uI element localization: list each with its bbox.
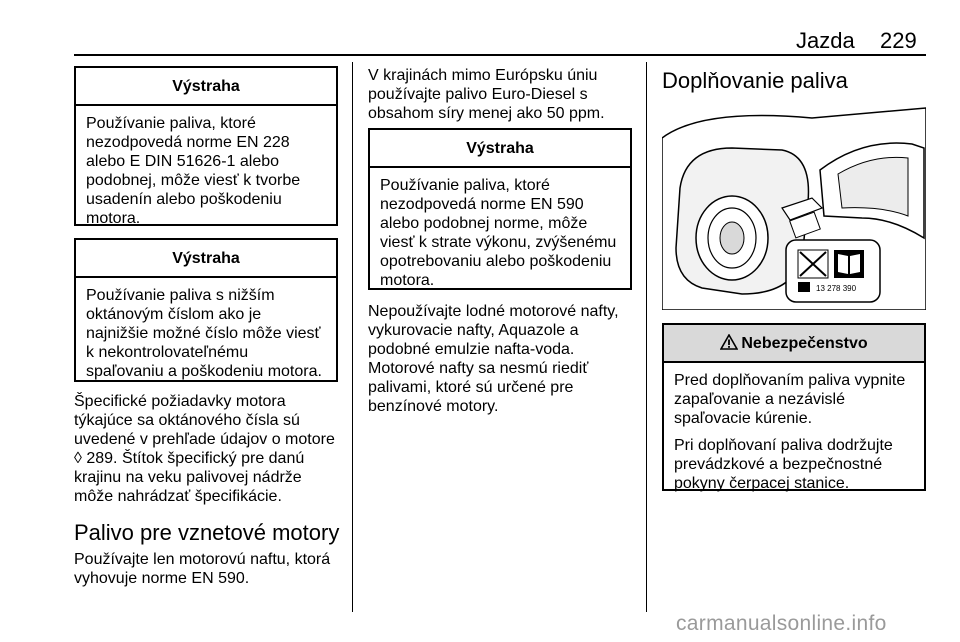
warning-box-title: Výstraha — [76, 68, 336, 106]
octane-requirements-paragraph: Špecifické požiadavky motora týkajúce sa oktánového čísla sú uvedené v prehľade údajov o motore ◊ 289. Štítok špecifický pre danú krajinu na veku palivovej nádrže môže nahrádzať špecifikácie. — [74, 393, 335, 505]
image-code: 13 278 390 — [816, 284, 857, 293]
fuel-filler-flap-illustration — [662, 98, 926, 310]
danger-box-text-2: Pri doplňovaní paliva dodržujte prevádzkové a bezpečnostné pokyny čerpacej stanice. — [674, 437, 893, 492]
column-divider-left — [352, 62, 353, 612]
warning-box-title: Výstraha — [76, 240, 336, 278]
no-ethanol-icon — [798, 250, 828, 278]
danger-box-refuelling — [662, 323, 926, 491]
label-small-icon — [798, 282, 810, 292]
manual-book-icon — [834, 250, 864, 278]
page-number: 229 — [880, 28, 917, 53]
warning-box-text: Používanie paliva, ktoré nezodpovedá norme EN 228 alebo E DIN 51626-1 alebo podobnej, môže viesť k tvorbe usadenín alebo poškodeniu motora. — [86, 115, 301, 227]
diesel-restrictions-paragraph: Nepoužívajte lodné motorové nafty, vykurovacie nafty, Aquazole a podobné emulzie nafta-voda. Motorové nafty sa nesmú riediť palivami, ktoré sú určené pre benzínové motory. — [368, 303, 619, 415]
warning-box-diesel-standard — [368, 128, 632, 290]
danger-box-text-1: Pred doplňovaním paliva vypnite zapaľovanie a nezávislé spaľovacie kúrenie. — [674, 372, 906, 427]
section-heading-diesel: Palivo pre vznetové motory — [74, 520, 340, 545]
danger-box-title: Nebezpečenstvo — [741, 335, 868, 352]
column-divider-right — [646, 62, 647, 612]
danger-box-header — [664, 325, 924, 363]
section-heading-refuelling: Doplňovanie paliva — [662, 68, 848, 93]
running-header-title: Jazda — [796, 28, 855, 53]
warning-box-text: Používanie paliva, ktoré nezodpovedá norme EN 590 alebo podobnej norme, môže viesť k strate výkonu, zvýšenému opotrebovaniu alebo poškodeniu motora. — [380, 177, 617, 289]
euro-diesel-paragraph: V krajinách mimo Európsku úniu používajte palivo Euro-Diesel s obsahom síry menej ako 50 ppm. — [368, 67, 605, 122]
watermark: carmanualsonline.info — [676, 612, 887, 635]
diesel-paragraph: Používajte len motorovú naftu, ktorá vyhovuje norme EN 590. — [74, 551, 331, 587]
warning-box-text: Používanie paliva s nižším oktánovým číslom ako je najnižšie možné číslo môže viesť k nekontrolovateľnému spaľovaniu a poškodeniu motora. — [86, 287, 322, 380]
fuel-filler-drawing — [662, 98, 926, 310]
warning-box-fuel-standard — [74, 66, 338, 226]
warning-box-title: Výstraha — [370, 130, 630, 168]
header-rule — [74, 54, 926, 56]
warning-box-octane — [74, 238, 338, 382]
warning-triangle-icon — [720, 334, 738, 350]
